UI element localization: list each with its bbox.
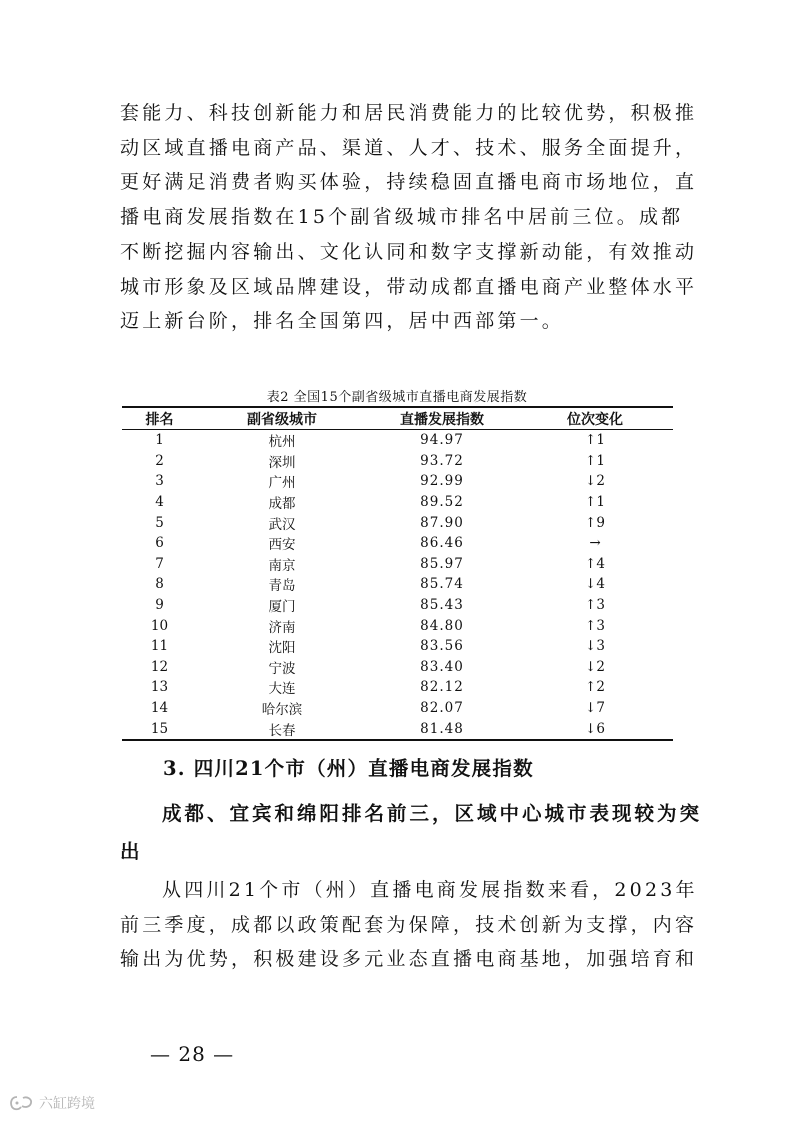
table-header-row [122,407,673,430]
watermark [8,1093,95,1113]
cell-index: 85.97 [420,555,464,572]
table-row [122,512,673,533]
cell-rank: 6 [155,535,164,552]
cell-index: 89.52 [420,494,464,511]
cell-index: 85.43 [420,597,464,614]
cell-index: 82.07 [420,700,464,717]
cell-index: 84.80 [420,617,464,634]
header-change: 位次变化 [567,411,623,428]
table-row [122,451,673,472]
cell-rank: 2 [155,452,164,469]
cell-change: ↑1 [585,494,605,511]
cell-index: 94.97 [420,432,464,449]
cell-change: ↓7 [585,700,605,717]
table-row [122,471,673,492]
cell-rank: 7 [155,555,164,572]
cell-city: 杭州 [268,434,296,451]
cell-index: 93.72 [420,452,464,469]
cell-city: 成都 [268,496,296,513]
cell-index: 81.48 [420,720,464,737]
table-row [122,615,673,636]
subheading [120,795,703,871]
cell-city: 宁波 [268,660,296,677]
cell-index: 83.56 [420,638,464,655]
cell-city: 沈阳 [268,640,296,657]
city-index-table [122,406,673,741]
cell-city: 济南 [268,619,296,636]
text-line: 从四川21个市（州）直播电商发展指数来看，2023年 [162,879,698,901]
table-row [122,718,673,740]
table-row [122,554,673,575]
cell-city: 深圳 [268,454,296,471]
watermark-logo-icon [8,1094,34,1112]
cell-rank: 8 [155,576,164,593]
text-line: 前三季度，成都以政策配套为保障，技术创新为支撑，内容 [120,913,698,936]
cell-city: 武汉 [268,516,296,533]
cell-index: 83.40 [420,658,464,675]
text-line: 更好满足消费者购买体验，持续稳固直播电商市场地位，直 [120,171,698,194]
cell-rank: 10 [150,617,169,634]
subheading-line: 成都、宜宾和绵阳排名前三，区域中心城市表现较为突 [162,802,703,825]
cell-city: 西安 [268,537,296,554]
cell-change: ↑1 [585,432,605,449]
cell-rank: 14 [150,700,169,717]
cell-rank: 1 [155,432,164,449]
cell-city: 南京 [268,557,296,574]
header-rank: 排名 [145,411,174,428]
cell-rank: 15 [150,720,169,737]
cell-rank: 12 [150,658,169,675]
text-line: 播电商发展指数在15个副省级城市排名中居前三位。成都 [120,206,684,229]
table-row [122,657,673,678]
intro-paragraph [120,96,698,339]
table-row [122,492,673,513]
page-number: — 28 — [150,1042,235,1066]
table-row [122,698,673,719]
table-row [122,533,673,554]
cell-rank: 13 [150,679,169,696]
table-row [122,636,673,657]
table-row [122,574,673,595]
table-row [122,430,673,451]
cell-rank: 11 [150,638,169,655]
cell-index: 85.74 [420,576,464,593]
text-line: 迈上新台阶，排名全国第四，居中西部第一。 [120,310,565,333]
text-line: 套能力、科技创新能力和居民消费能力的比较优势，积极推 [120,102,698,124]
cell-city: 哈尔滨 [261,702,303,719]
cell-change: → [589,535,601,552]
cell-index: 82.12 [420,679,464,696]
cell-rank: 9 [155,597,164,614]
cell-change: ↑9 [585,514,605,531]
cell-rank: 4 [155,494,164,511]
cell-change: ↑4 [585,555,605,572]
watermark-text: 六缸跨境 [39,1096,95,1112]
cell-change: ↓2 [585,473,605,490]
text-line: 不断挖掘内容输出、文化认同和数字支撑新动能，有效推动 [120,240,698,263]
header-index: 直播发展指数 [400,411,484,428]
table-row [122,677,673,698]
cell-change: ↓4 [585,576,605,593]
cell-city: 青岛 [268,578,296,595]
header-city: 副省级城市 [247,411,317,428]
cell-change: ↓2 [585,658,605,675]
cell-change: ↓3 [585,638,605,655]
cell-city: 厦门 [268,599,296,616]
cell-city: 大连 [268,681,296,698]
cell-city: 长春 [268,722,296,739]
table-caption: 表2 全国15个副省级城市直播电商发展指数 [266,390,528,405]
cell-change: ↑3 [585,617,605,634]
cell-city: 广州 [268,475,296,492]
table-row [122,595,673,616]
cell-index: 86.46 [420,535,464,552]
subheading-line: 出 [120,840,143,863]
cell-change: ↑2 [585,679,605,696]
cell-change: ↓6 [585,720,605,737]
text-line: 动区域直播电商产品、渠道、人才、技术、服务全面提升， [120,136,698,159]
cell-rank: 5 [155,514,164,531]
cell-change: ↑1 [585,452,605,469]
text-line: 城市形象及区域品牌建设，带动成都直播电商产业整体水平 [120,275,698,298]
cell-index: 92.99 [420,473,464,490]
cell-rank: 3 [155,473,164,490]
section-heading: 3. 四川21个市（州）直播电商发展指数 [163,757,534,780]
cell-index: 87.90 [420,514,464,531]
body-paragraph [120,873,698,977]
cell-change: ↑3 [585,597,605,614]
text-line: 输出为优势，积极建设多元业态直播电商基地，加强培育和 [120,948,698,971]
